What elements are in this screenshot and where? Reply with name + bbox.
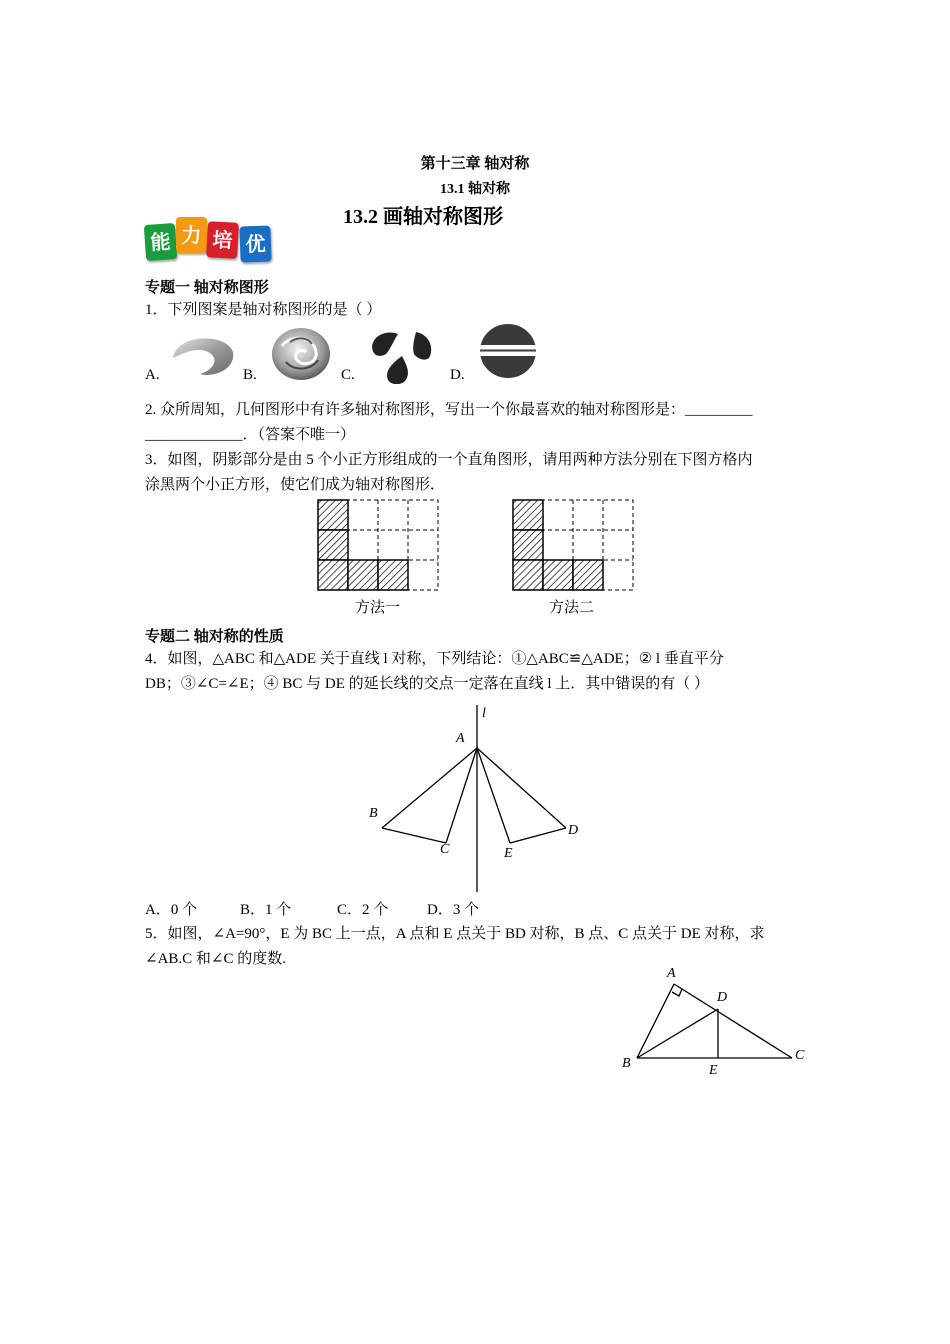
topic2-heading: 专题二 轴对称的性质 (145, 629, 284, 645)
q4-option-c: C．2 个 (337, 902, 389, 918)
q5-label-a: A (667, 966, 676, 981)
page-title: 13.2 画轴对称图形 (343, 206, 503, 228)
q4-label-c: C (440, 842, 450, 857)
chapter-title: 第十三章 轴对称 (420, 156, 530, 172)
q5-label-c: C (795, 1048, 805, 1063)
q4-option-a: A．0 个 (145, 902, 198, 918)
q1-figure-b (270, 326, 332, 382)
q5-line1: 5．如图，∠A=90°，E 为 BC 上一点，A 点和 E 点关于 BD 对称，B 点、C 点关于 DE 对称，求 (145, 926, 765, 942)
q5-label-e: E (709, 1063, 718, 1078)
q1-figure-a (170, 330, 236, 380)
q4-label-l: l (482, 706, 486, 721)
q3-grid-method1 (316, 498, 442, 592)
q4-option-d: D．3 个 (427, 902, 480, 918)
q3-caption-method2: 方法二 (549, 598, 595, 616)
topic1-heading: 专题一 轴对称图形 (145, 280, 269, 296)
q1-option-a-label: A. (145, 367, 160, 383)
badge-char-4: 优 (239, 225, 271, 262)
q5-label-b: B (622, 1056, 631, 1071)
q2-line1: 2. 众所周知，几何图形中有许多轴对称图形，写出一个你最喜欢的轴对称图形是：_________ (145, 402, 753, 418)
q4-figure (360, 700, 600, 896)
q1-figure-d (478, 322, 538, 380)
badge-char-1: 能 (144, 223, 177, 261)
q4-option-b: B．1 个 (240, 902, 292, 918)
q5-line2: ∠AB.C 和∠C 的度数. (145, 951, 286, 967)
q1-text: 1．下列图案是轴对称图形的是（ ） (145, 302, 382, 318)
section-title: 13.1 轴对称 (440, 182, 510, 197)
badge-char-2: 力 (176, 217, 207, 253)
q4-line2: DB；③∠C=∠E；④ BC 与 DE 的延长线的交点一定落在直线 l 上．其中错误的有（ ） (145, 676, 710, 692)
q2-line2: _____________．（答案不唯一） (145, 427, 356, 443)
q1-option-b-label: B. (243, 367, 257, 383)
q1-figure-c (368, 326, 438, 384)
q1-option-d-label: D. (450, 367, 465, 383)
q4-label-d: D (568, 823, 579, 838)
q4-label-a: A (456, 731, 465, 746)
q3-grid-method2 (511, 498, 637, 592)
q4-label-e: E (504, 846, 513, 861)
q3-caption-method1: 方法一 (355, 598, 401, 616)
q3-line2: 涂黑两个小正方形，使它们成为轴对称图形． (145, 477, 446, 493)
q4-label-b: B (369, 806, 378, 821)
q1-option-c-label: C. (341, 367, 355, 383)
q3-line1: 3．如图，阴影部分是由 5 个小正方形组成的一个直角图形，请用两种方法分别在下图方格内 (145, 452, 753, 468)
q5-label-d: D (717, 990, 728, 1005)
badge-char-3: 培 (206, 221, 239, 259)
q4-line1: 4．如图，△ABC 和△ADE 关于直线 l 对称，下列结论：①△ABC≌△ADE；② l 垂直平分 (145, 651, 724, 667)
